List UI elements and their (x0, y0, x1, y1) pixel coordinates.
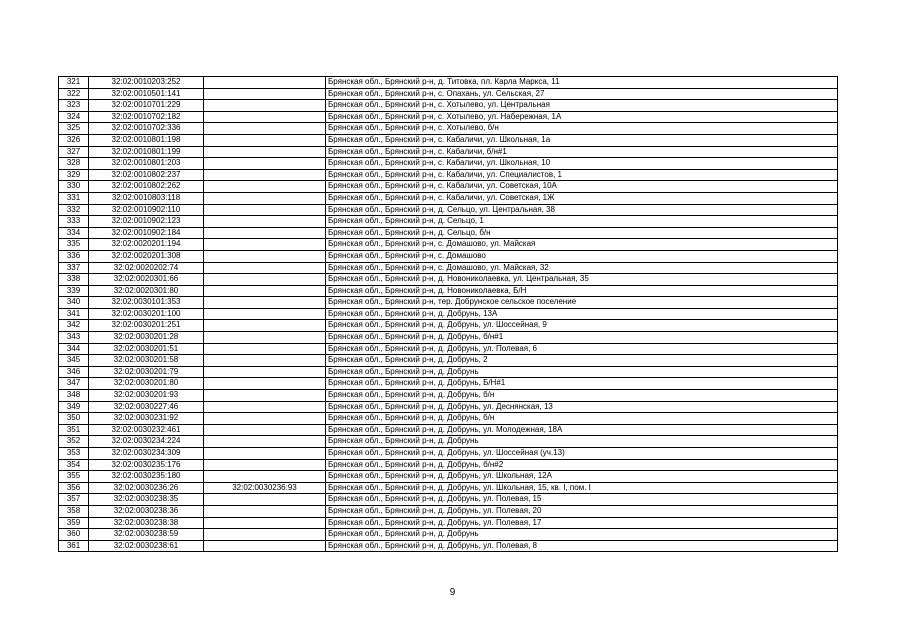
address-cell: Брянская обл., Брянский р-н, д. Добрунь, ул. Школьная, 15, кв. I, пом. I (326, 482, 838, 494)
linked-cadastral-number-cell (204, 204, 326, 216)
table-row (59, 436, 838, 448)
linked-cadastral-number-cell (204, 517, 326, 529)
cadastral-number-cell: 32:02:0010702:182 (89, 111, 204, 123)
cadastral-number-cell: 32:02:0030238:35 (89, 494, 204, 506)
linked-cadastral-number-cell (204, 285, 326, 297)
table-row (59, 192, 838, 204)
address-cell: Брянская обл., Брянский р-н, д. Сельцо, 1 (326, 216, 838, 228)
linked-cadastral-number-cell (204, 390, 326, 402)
linked-cadastral-number-cell (204, 505, 326, 517)
linked-cadastral-number-cell (204, 436, 326, 448)
address-cell: Брянская обл., Брянский р-н, д. Добрунь, б/н (326, 413, 838, 425)
linked-cadastral-number-cell (204, 297, 326, 309)
table-row (59, 111, 838, 123)
row-number-cell: 346 (59, 366, 89, 378)
address-cell: Брянская обл., Брянский р-н, с. Хотылево, ул. Набережная, 1А (326, 111, 838, 123)
table-row (59, 471, 838, 483)
row-number-cell: 358 (59, 505, 89, 517)
address-cell: Брянская обл., Брянский р-н, д. Сельцо, ул. Центральная, 38 (326, 204, 838, 216)
table-row (59, 366, 838, 378)
row-number-cell: 356 (59, 482, 89, 494)
table-row (59, 77, 838, 89)
row-number-cell: 342 (59, 320, 89, 332)
table-row (59, 413, 838, 425)
row-number-cell: 326 (59, 134, 89, 146)
linked-cadastral-number-cell (204, 529, 326, 541)
property-table (58, 76, 838, 552)
cadastral-number-cell: 32:02:0030238:36 (89, 505, 204, 517)
linked-cadastral-number-cell (204, 320, 326, 332)
address-cell: Брянская обл., Брянский р-н, д. Добрунь, ул. Молодежная, 18А (326, 424, 838, 436)
address-cell: Брянская обл., Брянский р-н, с. Домашово, ул. Майская (326, 239, 838, 251)
address-cell: Брянская обл., Брянский р-н, с. Кабаличи, ул. Школьная, 10 (326, 158, 838, 170)
cadastral-number-cell: 32:02:0010801:203 (89, 158, 204, 170)
address-cell: Брянская обл., Брянский р-н, д. Добрунь, ул. Шоссейная (уч.13) (326, 448, 838, 460)
table-row (59, 100, 838, 112)
row-number-cell: 336 (59, 250, 89, 262)
address-cell: Брянская обл., Брянский р-н, с. Домашово (326, 250, 838, 262)
table-row (59, 505, 838, 517)
row-number-cell: 348 (59, 390, 89, 402)
address-cell: Брянская обл., Брянский р-н, д. Добрунь, 13А (326, 308, 838, 320)
table-row (59, 262, 838, 274)
cadastral-number-cell: 32:02:0030235:176 (89, 459, 204, 471)
linked-cadastral-number-cell (204, 77, 326, 89)
table-row (59, 448, 838, 460)
cadastral-number-cell: 32:02:0030201:58 (89, 355, 204, 367)
cadastral-number-cell: 32:02:0010501:141 (89, 88, 204, 100)
row-number-cell: 351 (59, 424, 89, 436)
address-cell: Брянская обл., Брянский р-н, д. Добрунь, ул. Полевая, 15 (326, 494, 838, 506)
linked-cadastral-number-cell (204, 343, 326, 355)
address-cell: Брянская обл., Брянский р-н, д. Добрунь (326, 529, 838, 541)
row-number-cell: 337 (59, 262, 89, 274)
table-row (59, 517, 838, 529)
address-cell: Брянская обл., Брянский р-н, д. Сельцо, б/н (326, 227, 838, 239)
address-cell: Брянская обл., Брянский р-н, тер. Добрунское сельское поселение (326, 297, 838, 309)
address-cell: Брянская обл., Брянский р-н, с. Хотылево, б/н (326, 123, 838, 135)
cadastral-number-cell: 32:02:0030234:224 (89, 436, 204, 448)
table-row (59, 332, 838, 344)
row-number-cell: 327 (59, 146, 89, 158)
row-number-cell: 361 (59, 540, 89, 552)
address-cell: Брянская обл., Брянский р-н, д. Добрунь (326, 436, 838, 448)
cadastral-number-cell: 32:02:0030201:251 (89, 320, 204, 332)
cadastral-number-cell: 32:02:0020301:80 (89, 285, 204, 297)
table-row (59, 123, 838, 135)
address-cell: Брянская обл., Брянский р-н, д. Новониколаевка, Б/Н (326, 285, 838, 297)
linked-cadastral-number-cell (204, 250, 326, 262)
linked-cadastral-number-cell (204, 378, 326, 390)
cadastral-number-cell: 32:02:0030238:59 (89, 529, 204, 541)
linked-cadastral-number-cell (204, 332, 326, 344)
linked-cadastral-number-cell (204, 146, 326, 158)
address-cell: Брянская обл., Брянский р-н, д. Добрунь, ул. Деснянская, 13 (326, 401, 838, 413)
row-number-cell: 345 (59, 355, 89, 367)
linked-cadastral-number-cell: 32:02:0030236:93 (204, 482, 326, 494)
linked-cadastral-number-cell (204, 100, 326, 112)
cadastral-number-cell: 32:02:0030234:309 (89, 448, 204, 460)
row-number-cell: 339 (59, 285, 89, 297)
row-number-cell: 321 (59, 77, 89, 89)
linked-cadastral-number-cell (204, 169, 326, 181)
row-number-cell: 329 (59, 169, 89, 181)
row-number-cell: 338 (59, 274, 89, 286)
row-number-cell: 328 (59, 158, 89, 170)
address-cell: Брянская обл., Брянский р-н, д. Добрунь, б/н (326, 390, 838, 402)
address-cell: Брянская обл., Брянский р-н, с. Кабаличи, ул. Советская, 1Ж (326, 192, 838, 204)
linked-cadastral-number-cell (204, 471, 326, 483)
cadastral-number-cell: 32:02:0030201:28 (89, 332, 204, 344)
row-number-cell: 322 (59, 88, 89, 100)
table-row (59, 88, 838, 100)
table-row (59, 297, 838, 309)
linked-cadastral-number-cell (204, 239, 326, 251)
row-number-cell: 334 (59, 227, 89, 239)
row-number-cell: 359 (59, 517, 89, 529)
table-row (59, 494, 838, 506)
table-row (59, 343, 838, 355)
address-cell: Брянская обл., Брянский р-н, с. Домашово, ул. Майская, 32 (326, 262, 838, 274)
table-row (59, 216, 838, 228)
linked-cadastral-number-cell (204, 123, 326, 135)
cadastral-number-cell: 32:02:0010803:118 (89, 192, 204, 204)
address-cell: Брянская обл., Брянский р-н, с. Кабаличи, ул. Школьная, 1а (326, 134, 838, 146)
table-row (59, 285, 838, 297)
address-cell: Брянская обл., Брянский р-н, с. Опахань, ул. Сельская, 27 (326, 88, 838, 100)
cadastral-number-cell: 32:02:0030101:353 (89, 297, 204, 309)
page-number: 9 (449, 587, 456, 598)
table-row (59, 158, 838, 170)
address-cell: Брянская обл., Брянский р-н, д. Добрунь, ул. Шоссейная, 9 (326, 320, 838, 332)
linked-cadastral-number-cell (204, 366, 326, 378)
address-cell: Брянская обл., Брянский р-н, с. Кабаличи, ул. Советская, 10А (326, 181, 838, 193)
address-cell: Брянская обл., Брянский р-н, с. Хотылево, ул. Центральная (326, 100, 838, 112)
row-number-cell: 350 (59, 413, 89, 425)
row-number-cell: 352 (59, 436, 89, 448)
cadastral-number-cell: 32:02:0030232:461 (89, 424, 204, 436)
address-cell: Брянская обл., Брянский р-н, д. Добрунь, ул. Полевая, 17 (326, 517, 838, 529)
row-number-cell: 357 (59, 494, 89, 506)
cadastral-number-cell: 32:02:0010701:229 (89, 100, 204, 112)
cadastral-number-cell: 32:02:0030201:100 (89, 308, 204, 320)
row-number-cell: 325 (59, 123, 89, 135)
table-row (59, 274, 838, 286)
table-row (59, 227, 838, 239)
linked-cadastral-number-cell (204, 355, 326, 367)
cadastral-number-cell: 32:02:0020201:308 (89, 250, 204, 262)
cadastral-number-cell: 32:02:0020301:66 (89, 274, 204, 286)
table-row (59, 146, 838, 158)
table-row (59, 540, 838, 552)
address-cell: Брянская обл., Брянский р-н, с. Кабаличи, б/н#1 (326, 146, 838, 158)
row-number-cell: 324 (59, 111, 89, 123)
row-number-cell: 354 (59, 459, 89, 471)
row-number-cell: 335 (59, 239, 89, 251)
row-number-cell: 347 (59, 378, 89, 390)
row-number-cell: 330 (59, 181, 89, 193)
address-cell: Брянская обл., Брянский р-н, с. Кабаличи, ул. Специалистов, 1 (326, 169, 838, 181)
cadastral-number-cell: 32:02:0030201:79 (89, 366, 204, 378)
linked-cadastral-number-cell (204, 413, 326, 425)
table-row (59, 204, 838, 216)
cadastral-number-cell: 32:02:0010801:198 (89, 134, 204, 146)
linked-cadastral-number-cell (204, 227, 326, 239)
address-cell: Брянская обл., Брянский р-н, д. Титовка, пл. Карла Маркса, 11 (326, 77, 838, 89)
table-row (59, 482, 838, 494)
address-cell: Брянская обл., Брянский р-н, д. Добрунь, ул. Полевая, 6 (326, 343, 838, 355)
row-number-cell: 344 (59, 343, 89, 355)
table-row (59, 239, 838, 251)
row-number-cell: 355 (59, 471, 89, 483)
linked-cadastral-number-cell (204, 192, 326, 204)
table-row (59, 424, 838, 436)
table-row (59, 250, 838, 262)
cadastral-number-cell: 32:02:0030227:46 (89, 401, 204, 413)
table-row (59, 181, 838, 193)
row-number-cell: 349 (59, 401, 89, 413)
address-cell: Брянская обл., Брянский р-н, д. Добрунь, ул. Полевая, 20 (326, 505, 838, 517)
address-cell: Брянская обл., Брянский р-н, д. Добрунь, б/н#1 (326, 332, 838, 344)
address-cell: Брянская обл., Брянский р-н, д. Добрунь (326, 366, 838, 378)
table-row (59, 401, 838, 413)
cadastral-number-cell: 32:02:0010902:184 (89, 227, 204, 239)
cadastral-number-cell: 32:02:0010902:123 (89, 216, 204, 228)
address-cell: Брянская обл., Брянский р-н, д. Добрунь, ул. Полевая, 8 (326, 540, 838, 552)
address-cell: Брянская обл., Брянский р-н, д. Добрунь, ул. Школьная, 12А (326, 471, 838, 483)
cadastral-number-cell: 32:02:0030238:38 (89, 517, 204, 529)
address-cell: Брянская обл., Брянский р-н, д. Добрунь, б/н#2 (326, 459, 838, 471)
linked-cadastral-number-cell (204, 308, 326, 320)
cadastral-number-cell: 32:02:0030201:80 (89, 378, 204, 390)
table-row (59, 169, 838, 181)
row-number-cell: 323 (59, 100, 89, 112)
row-number-cell: 341 (59, 308, 89, 320)
linked-cadastral-number-cell (204, 401, 326, 413)
cadastral-number-cell: 32:02:0010902:110 (89, 204, 204, 216)
linked-cadastral-number-cell (204, 111, 326, 123)
row-number-cell: 332 (59, 204, 89, 216)
linked-cadastral-number-cell (204, 134, 326, 146)
cadastral-number-cell: 32:02:0020202:74 (89, 262, 204, 274)
cadastral-number-cell: 32:02:0010702:336 (89, 123, 204, 135)
cadastral-number-cell: 32:02:0010801:199 (89, 146, 204, 158)
row-number-cell: 353 (59, 448, 89, 460)
row-number-cell: 360 (59, 529, 89, 541)
table-row (59, 529, 838, 541)
cadastral-number-cell: 32:02:0030235:180 (89, 471, 204, 483)
row-number-cell: 340 (59, 297, 89, 309)
cadastral-number-cell: 32:02:0030236:26 (89, 482, 204, 494)
linked-cadastral-number-cell (204, 158, 326, 170)
address-cell: Брянская обл., Брянский р-н, д. Новониколаевка, ул. Центральная, 35 (326, 274, 838, 286)
linked-cadastral-number-cell (204, 494, 326, 506)
cadastral-number-cell: 32:02:0030201:93 (89, 390, 204, 402)
linked-cadastral-number-cell (204, 216, 326, 228)
linked-cadastral-number-cell (204, 448, 326, 460)
table-row (59, 308, 838, 320)
cadastral-number-cell: 32:02:0030231:92 (89, 413, 204, 425)
linked-cadastral-number-cell (204, 540, 326, 552)
table-row (59, 355, 838, 367)
table-row (59, 378, 838, 390)
address-cell: Брянская обл., Брянский р-н, д. Добрунь, 2 (326, 355, 838, 367)
linked-cadastral-number-cell (204, 459, 326, 471)
linked-cadastral-number-cell (204, 274, 326, 286)
linked-cadastral-number-cell (204, 181, 326, 193)
table-row (59, 134, 838, 146)
cadastral-number-cell: 32:02:0010802:262 (89, 181, 204, 193)
row-number-cell: 331 (59, 192, 89, 204)
linked-cadastral-number-cell (204, 424, 326, 436)
linked-cadastral-number-cell (204, 88, 326, 100)
linked-cadastral-number-cell (204, 262, 326, 274)
cadastral-number-cell: 32:02:0020201:194 (89, 239, 204, 251)
table-row (59, 390, 838, 402)
table-row (59, 459, 838, 471)
row-number-cell: 343 (59, 332, 89, 344)
row-number-cell: 333 (59, 216, 89, 228)
cadastral-number-cell: 32:02:0010203:252 (89, 77, 204, 89)
cadastral-number-cell: 32:02:0010802:237 (89, 169, 204, 181)
cadastral-number-cell: 32:02:0030201:51 (89, 343, 204, 355)
address-cell: Брянская обл., Брянский р-н, д. Добрунь, Б/Н#1 (326, 378, 838, 390)
cadastral-number-cell: 32:02:0030238:61 (89, 540, 204, 552)
table-row (59, 320, 838, 332)
